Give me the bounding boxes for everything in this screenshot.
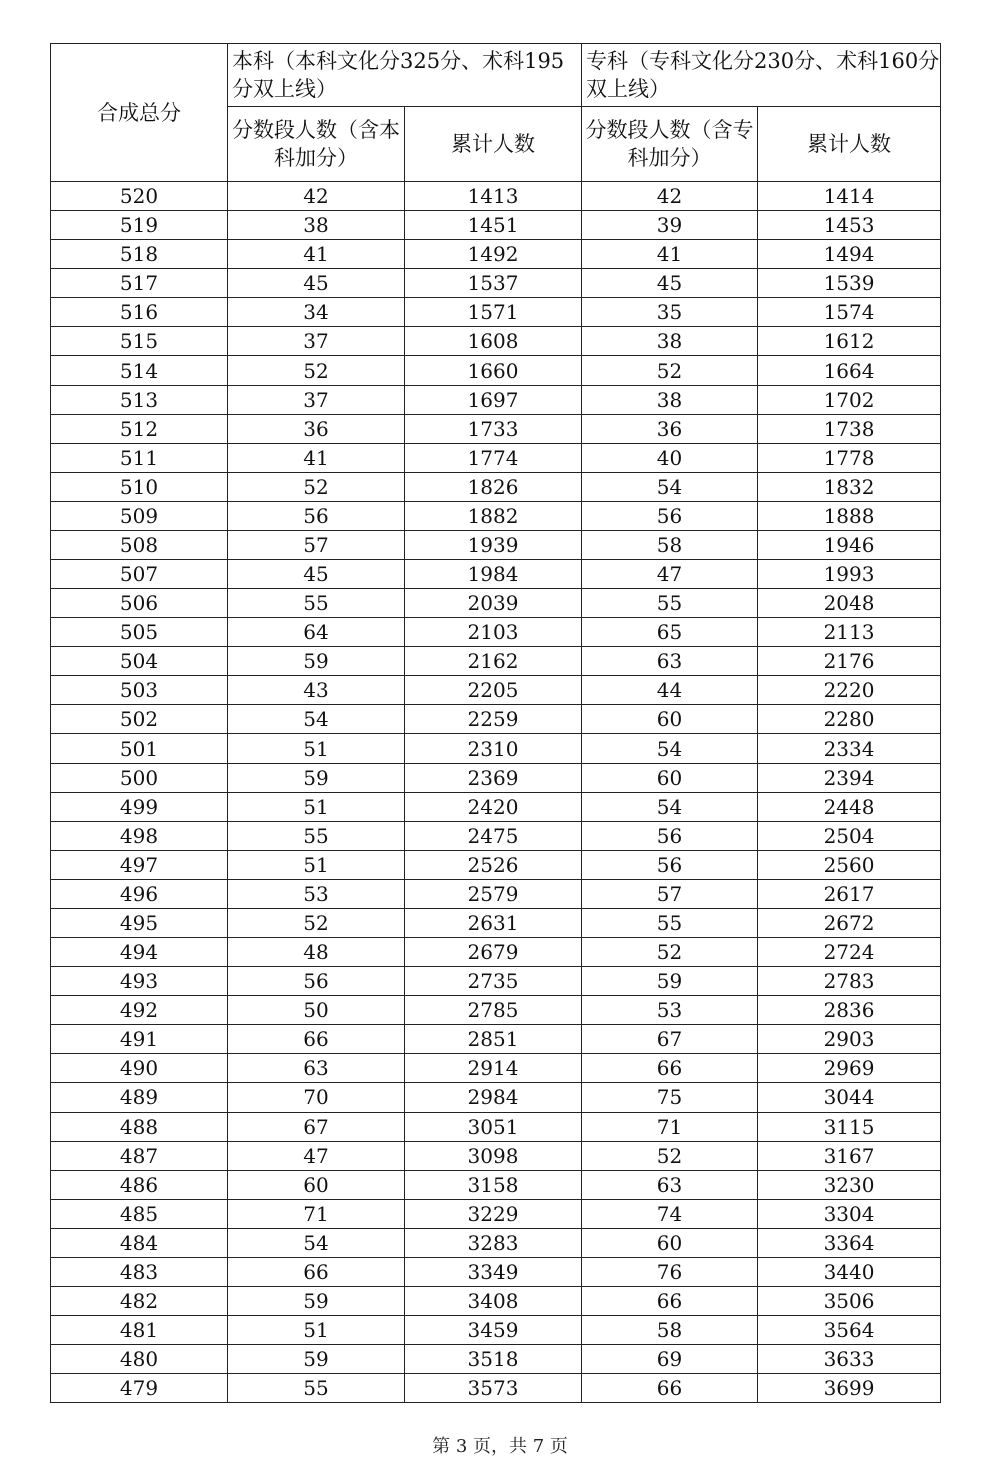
total-score-cell: 492 xyxy=(51,996,228,1025)
zhuanke-cumulative-cell: 2560 xyxy=(758,850,941,879)
zhuanke-cumulative-cell: 2048 xyxy=(758,589,941,618)
zhuanke-cumulative-cell: 1832 xyxy=(758,472,941,501)
header-zhuanke-cumulative: 累计人数 xyxy=(758,107,941,182)
zhuanke-cumulative-cell: 1702 xyxy=(758,385,941,414)
zhuanke-cumulative-cell: 2903 xyxy=(758,1025,941,1054)
benke-segment-cell: 59 xyxy=(228,763,405,792)
zhuanke-segment-cell: 69 xyxy=(582,1345,758,1374)
benke-cumulative-cell: 1492 xyxy=(405,240,582,269)
zhuanke-segment-cell: 71 xyxy=(582,1112,758,1141)
table-body xyxy=(51,182,941,1403)
total-score-cell: 482 xyxy=(51,1286,228,1315)
benke-segment-cell: 66 xyxy=(228,1257,405,1286)
benke-cumulative-cell: 3158 xyxy=(405,1170,582,1199)
zhuanke-segment-cell: 59 xyxy=(582,967,758,996)
zhuanke-cumulative-cell: 2672 xyxy=(758,908,941,937)
table-row xyxy=(51,792,941,821)
benke-cumulative-cell: 1882 xyxy=(405,501,582,530)
zhuanke-segment-cell: 76 xyxy=(582,1257,758,1286)
zhuanke-segment-cell: 56 xyxy=(582,850,758,879)
zhuanke-cumulative-cell: 1888 xyxy=(758,501,941,530)
table-row xyxy=(51,414,941,443)
table-row xyxy=(51,1054,941,1083)
zhuanke-cumulative-cell: 1946 xyxy=(758,530,941,559)
zhuanke-segment-cell: 41 xyxy=(582,240,758,269)
benke-cumulative-cell: 2205 xyxy=(405,676,582,705)
total-score-cell: 489 xyxy=(51,1083,228,1112)
benke-segment-cell: 53 xyxy=(228,879,405,908)
benke-segment-cell: 52 xyxy=(228,472,405,501)
total-score-cell: 510 xyxy=(51,472,228,501)
benke-cumulative-cell: 2914 xyxy=(405,1054,582,1083)
table-row xyxy=(51,1170,941,1199)
total-score-cell: 501 xyxy=(51,734,228,763)
zhuanke-cumulative-cell: 3044 xyxy=(758,1083,941,1112)
score-table xyxy=(50,43,941,1403)
zhuanke-segment-cell: 55 xyxy=(582,589,758,618)
benke-segment-cell: 41 xyxy=(228,240,405,269)
total-score-cell: 487 xyxy=(51,1141,228,1170)
benke-cumulative-cell: 1733 xyxy=(405,414,582,443)
benke-cumulative-cell: 2103 xyxy=(405,618,582,647)
table-row xyxy=(51,938,941,967)
benke-cumulative-cell: 3229 xyxy=(405,1199,582,1228)
benke-segment-cell: 42 xyxy=(228,182,405,211)
table-row xyxy=(51,589,941,618)
benke-segment-cell: 67 xyxy=(228,1112,405,1141)
total-score-cell: 504 xyxy=(51,647,228,676)
table-row xyxy=(51,472,941,501)
zhuanke-segment-cell: 45 xyxy=(582,269,758,298)
total-score-cell: 495 xyxy=(51,908,228,937)
total-score-cell: 507 xyxy=(51,560,228,589)
benke-cumulative-cell: 2526 xyxy=(405,850,582,879)
benke-cumulative-cell: 1571 xyxy=(405,298,582,327)
benke-segment-cell: 51 xyxy=(228,1316,405,1345)
table-row xyxy=(51,908,941,937)
benke-segment-cell: 55 xyxy=(228,821,405,850)
total-score-cell: 517 xyxy=(51,269,228,298)
header-benke-segment: 分数段人数（含本科加分） xyxy=(228,107,405,182)
benke-cumulative-cell: 1984 xyxy=(405,560,582,589)
zhuanke-segment-cell: 56 xyxy=(582,501,758,530)
total-score-cell: 515 xyxy=(51,327,228,356)
zhuanke-cumulative-cell: 1494 xyxy=(758,240,941,269)
benke-cumulative-cell: 1939 xyxy=(405,530,582,559)
zhuanke-cumulative-cell: 1664 xyxy=(758,356,941,385)
zhuanke-cumulative-cell: 3167 xyxy=(758,1141,941,1170)
table-row xyxy=(51,385,941,414)
header-row-1 xyxy=(51,44,941,107)
total-score-cell: 516 xyxy=(51,298,228,327)
zhuanke-cumulative-cell: 3699 xyxy=(758,1374,941,1403)
benke-cumulative-cell: 2039 xyxy=(405,589,582,618)
total-score-cell: 488 xyxy=(51,1112,228,1141)
benke-cumulative-cell: 1537 xyxy=(405,269,582,298)
zhuanke-segment-cell: 35 xyxy=(582,298,758,327)
zhuanke-cumulative-cell: 1778 xyxy=(758,443,941,472)
benke-cumulative-cell: 2851 xyxy=(405,1025,582,1054)
benke-segment-cell: 38 xyxy=(228,211,405,240)
total-score-cell: 503 xyxy=(51,676,228,705)
table-row xyxy=(51,530,941,559)
zhuanke-segment-cell: 67 xyxy=(582,1025,758,1054)
benke-segment-cell: 34 xyxy=(228,298,405,327)
table-row xyxy=(51,501,941,530)
zhuanke-segment-cell: 65 xyxy=(582,618,758,647)
benke-cumulative-cell: 1660 xyxy=(405,356,582,385)
zhuanke-cumulative-cell: 3633 xyxy=(758,1345,941,1374)
zhuanke-segment-cell: 63 xyxy=(582,647,758,676)
zhuanke-segment-cell: 60 xyxy=(582,1228,758,1257)
benke-cumulative-cell: 1826 xyxy=(405,472,582,501)
table-row xyxy=(51,1286,941,1315)
benke-cumulative-cell: 3283 xyxy=(405,1228,582,1257)
total-score-cell: 497 xyxy=(51,850,228,879)
benke-segment-cell: 59 xyxy=(228,1286,405,1315)
benke-segment-cell: 55 xyxy=(228,1374,405,1403)
zhuanke-segment-cell: 52 xyxy=(582,938,758,967)
total-score-cell: 514 xyxy=(51,356,228,385)
benke-segment-cell: 59 xyxy=(228,1345,405,1374)
zhuanke-cumulative-cell: 2504 xyxy=(758,821,941,850)
zhuanke-cumulative-cell: 3564 xyxy=(758,1316,941,1345)
total-score-cell: 518 xyxy=(51,240,228,269)
benke-segment-cell: 66 xyxy=(228,1025,405,1054)
benke-segment-cell: 56 xyxy=(228,501,405,530)
table-row xyxy=(51,676,941,705)
benke-segment-cell: 60 xyxy=(228,1170,405,1199)
benke-cumulative-cell: 3573 xyxy=(405,1374,582,1403)
total-score-cell: 512 xyxy=(51,414,228,443)
benke-segment-cell: 56 xyxy=(228,967,405,996)
total-score-cell: 505 xyxy=(51,618,228,647)
table-row xyxy=(51,705,941,734)
zhuanke-segment-cell: 60 xyxy=(582,763,758,792)
benke-cumulative-cell: 2631 xyxy=(405,908,582,937)
benke-segment-cell: 54 xyxy=(228,705,405,734)
zhuanke-cumulative-cell: 1414 xyxy=(758,182,941,211)
table-row xyxy=(51,821,941,850)
total-score-cell: 506 xyxy=(51,589,228,618)
zhuanke-cumulative-cell: 3115 xyxy=(758,1112,941,1141)
zhuanke-segment-cell: 57 xyxy=(582,879,758,908)
table-row xyxy=(51,1025,941,1054)
zhuanke-cumulative-cell: 2176 xyxy=(758,647,941,676)
total-score-cell: 499 xyxy=(51,792,228,821)
total-score-cell: 500 xyxy=(51,763,228,792)
zhuanke-cumulative-cell: 2724 xyxy=(758,938,941,967)
page-footer: 第 3 页，共 7 页 xyxy=(432,1436,568,1457)
total-score-cell: 496 xyxy=(51,879,228,908)
zhuanke-segment-cell: 66 xyxy=(582,1286,758,1315)
total-score-cell: 493 xyxy=(51,967,228,996)
table-row xyxy=(51,1345,941,1374)
benke-segment-cell: 47 xyxy=(228,1141,405,1170)
benke-segment-cell: 50 xyxy=(228,996,405,1025)
benke-segment-cell: 52 xyxy=(228,356,405,385)
table-header xyxy=(51,44,941,182)
zhuanke-segment-cell: 66 xyxy=(582,1374,758,1403)
table-row xyxy=(51,298,941,327)
benke-segment-cell: 51 xyxy=(228,734,405,763)
zhuanke-cumulative-cell: 2783 xyxy=(758,967,941,996)
zhuanke-cumulative-cell: 2220 xyxy=(758,676,941,705)
zhuanke-cumulative-cell: 3364 xyxy=(758,1228,941,1257)
zhuanke-cumulative-cell: 2113 xyxy=(758,618,941,647)
zhuanke-segment-cell: 56 xyxy=(582,821,758,850)
total-score-cell: 520 xyxy=(51,182,228,211)
table-row xyxy=(51,850,941,879)
total-score-cell: 480 xyxy=(51,1345,228,1374)
table-row xyxy=(51,1199,941,1228)
zhuanke-cumulative-cell: 2448 xyxy=(758,792,941,821)
zhuanke-segment-cell: 54 xyxy=(582,792,758,821)
total-score-cell: 491 xyxy=(51,1025,228,1054)
benke-segment-cell: 71 xyxy=(228,1199,405,1228)
zhuanke-cumulative-cell: 3506 xyxy=(758,1286,941,1315)
benke-segment-cell: 37 xyxy=(228,327,405,356)
benke-segment-cell: 64 xyxy=(228,618,405,647)
table-row xyxy=(51,560,941,589)
zhuanke-cumulative-cell: 2394 xyxy=(758,763,941,792)
zhuanke-cumulative-cell: 2969 xyxy=(758,1054,941,1083)
total-score-cell: 483 xyxy=(51,1257,228,1286)
header-total-score: 合成总分 xyxy=(51,44,228,182)
zhuanke-cumulative-cell: 3304 xyxy=(758,1199,941,1228)
total-score-cell: 484 xyxy=(51,1228,228,1257)
benke-segment-cell: 63 xyxy=(228,1054,405,1083)
table-row xyxy=(51,327,941,356)
zhuanke-segment-cell: 38 xyxy=(582,385,758,414)
benke-cumulative-cell: 2735 xyxy=(405,967,582,996)
total-score-cell: 485 xyxy=(51,1199,228,1228)
zhuanke-cumulative-cell: 1453 xyxy=(758,211,941,240)
zhuanke-cumulative-cell: 2280 xyxy=(758,705,941,734)
zhuanke-segment-cell: 60 xyxy=(582,705,758,734)
table-row xyxy=(51,1316,941,1345)
zhuanke-segment-cell: 58 xyxy=(582,530,758,559)
benke-segment-cell: 45 xyxy=(228,269,405,298)
zhuanke-segment-cell: 58 xyxy=(582,1316,758,1345)
benke-segment-cell: 59 xyxy=(228,647,405,676)
header-benke-cumulative: 累计人数 xyxy=(405,107,582,182)
benke-cumulative-cell: 1774 xyxy=(405,443,582,472)
benke-segment-cell: 37 xyxy=(228,385,405,414)
table-row xyxy=(51,1374,941,1403)
table-row xyxy=(51,1083,941,1112)
benke-segment-cell: 55 xyxy=(228,589,405,618)
total-score-cell: 509 xyxy=(51,501,228,530)
table-row xyxy=(51,1141,941,1170)
zhuanke-cumulative-cell: 1574 xyxy=(758,298,941,327)
benke-cumulative-cell: 2475 xyxy=(405,821,582,850)
table-row xyxy=(51,240,941,269)
benke-cumulative-cell: 2369 xyxy=(405,763,582,792)
benke-cumulative-cell: 3518 xyxy=(405,1345,582,1374)
benke-cumulative-cell: 2785 xyxy=(405,996,582,1025)
table-row xyxy=(51,996,941,1025)
table-row xyxy=(51,1112,941,1141)
zhuanke-segment-cell: 36 xyxy=(582,414,758,443)
benke-segment-cell: 51 xyxy=(228,792,405,821)
benke-segment-cell: 48 xyxy=(228,938,405,967)
benke-segment-cell: 51 xyxy=(228,850,405,879)
total-score-cell: 498 xyxy=(51,821,228,850)
benke-cumulative-cell: 3098 xyxy=(405,1141,582,1170)
total-score-cell: 502 xyxy=(51,705,228,734)
zhuanke-cumulative-cell: 1993 xyxy=(758,560,941,589)
benke-cumulative-cell: 3349 xyxy=(405,1257,582,1286)
benke-segment-cell: 52 xyxy=(228,908,405,937)
total-score-cell: 508 xyxy=(51,530,228,559)
table-row xyxy=(51,1228,941,1257)
zhuanke-cumulative-cell: 2836 xyxy=(758,996,941,1025)
zhuanke-segment-cell: 75 xyxy=(582,1083,758,1112)
zhuanke-cumulative-cell: 2617 xyxy=(758,879,941,908)
total-score-cell: 519 xyxy=(51,211,228,240)
benke-cumulative-cell: 2259 xyxy=(405,705,582,734)
total-score-cell: 481 xyxy=(51,1316,228,1345)
table-row xyxy=(51,879,941,908)
benke-cumulative-cell: 1413 xyxy=(405,182,582,211)
benke-cumulative-cell: 2579 xyxy=(405,879,582,908)
zhuanke-cumulative-cell: 1738 xyxy=(758,414,941,443)
table-row xyxy=(51,618,941,647)
zhuanke-cumulative-cell: 3230 xyxy=(758,1170,941,1199)
zhuanke-segment-cell: 38 xyxy=(582,327,758,356)
zhuanke-segment-cell: 74 xyxy=(582,1199,758,1228)
benke-cumulative-cell: 3408 xyxy=(405,1286,582,1315)
table-row xyxy=(51,182,941,211)
zhuanke-cumulative-cell: 1612 xyxy=(758,327,941,356)
table-row xyxy=(51,647,941,676)
benke-cumulative-cell: 2420 xyxy=(405,792,582,821)
benke-segment-cell: 54 xyxy=(228,1228,405,1257)
total-score-cell: 513 xyxy=(51,385,228,414)
benke-cumulative-cell: 3051 xyxy=(405,1112,582,1141)
zhuanke-segment-cell: 42 xyxy=(582,182,758,211)
benke-cumulative-cell: 1451 xyxy=(405,211,582,240)
benke-segment-cell: 45 xyxy=(228,560,405,589)
zhuanke-segment-cell: 40 xyxy=(582,443,758,472)
header-zhuanke-segment: 分数段人数（含专科加分） xyxy=(582,107,758,182)
zhuanke-segment-cell: 63 xyxy=(582,1170,758,1199)
zhuanke-segment-cell: 39 xyxy=(582,211,758,240)
benke-cumulative-cell: 1697 xyxy=(405,385,582,414)
table-row xyxy=(51,356,941,385)
zhuanke-segment-cell: 44 xyxy=(582,676,758,705)
table-row xyxy=(51,269,941,298)
zhuanke-segment-cell: 66 xyxy=(582,1054,758,1083)
benke-cumulative-cell: 2984 xyxy=(405,1083,582,1112)
benke-segment-cell: 43 xyxy=(228,676,405,705)
zhuanke-segment-cell: 54 xyxy=(582,734,758,763)
header-benke-group: 本科（本科文化分325分、术科195分双上线） xyxy=(228,44,582,107)
total-score-cell: 494 xyxy=(51,938,228,967)
zhuanke-cumulative-cell: 1539 xyxy=(758,269,941,298)
benke-cumulative-cell: 3459 xyxy=(405,1316,582,1345)
benke-cumulative-cell: 2162 xyxy=(405,647,582,676)
benke-cumulative-cell: 2679 xyxy=(405,938,582,967)
benke-cumulative-cell: 2310 xyxy=(405,734,582,763)
header-zhuanke-group: 专科（专科文化分230分、术科160分双上线） xyxy=(582,44,941,107)
table-row xyxy=(51,734,941,763)
total-score-cell: 486 xyxy=(51,1170,228,1199)
total-score-cell: 490 xyxy=(51,1054,228,1083)
table-row xyxy=(51,967,941,996)
table-row xyxy=(51,443,941,472)
benke-segment-cell: 57 xyxy=(228,530,405,559)
zhuanke-segment-cell: 54 xyxy=(582,472,758,501)
zhuanke-cumulative-cell: 3440 xyxy=(758,1257,941,1286)
table-row xyxy=(51,763,941,792)
benke-segment-cell: 41 xyxy=(228,443,405,472)
table-row xyxy=(51,1257,941,1286)
zhuanke-segment-cell: 52 xyxy=(582,356,758,385)
total-score-cell: 511 xyxy=(51,443,228,472)
benke-segment-cell: 36 xyxy=(228,414,405,443)
total-score-cell: 479 xyxy=(51,1374,228,1403)
zhuanke-segment-cell: 47 xyxy=(582,560,758,589)
benke-cumulative-cell: 1608 xyxy=(405,327,582,356)
zhuanke-cumulative-cell: 2334 xyxy=(758,734,941,763)
zhuanke-segment-cell: 52 xyxy=(582,1141,758,1170)
zhuanke-segment-cell: 55 xyxy=(582,908,758,937)
zhuanke-segment-cell: 53 xyxy=(582,996,758,1025)
benke-segment-cell: 70 xyxy=(228,1083,405,1112)
table-row xyxy=(51,211,941,240)
